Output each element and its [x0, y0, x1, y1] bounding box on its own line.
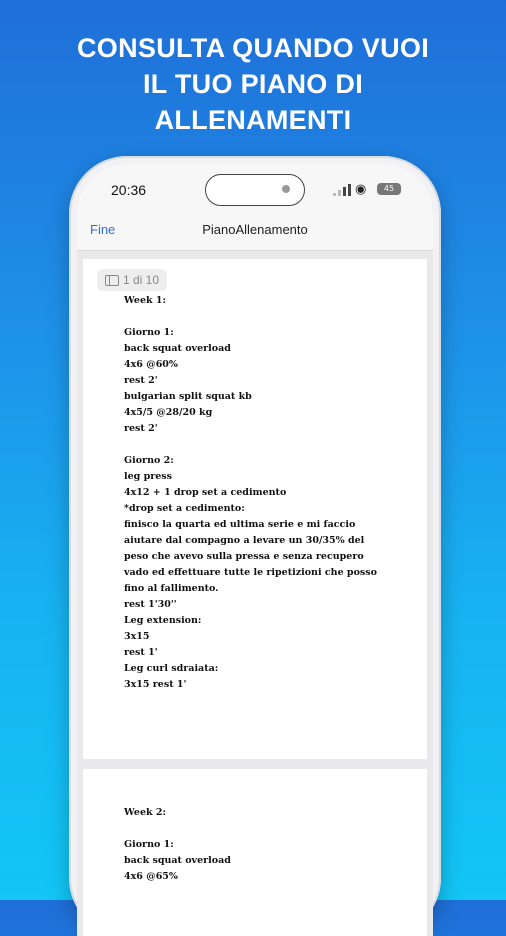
document-line: Giorno 2: [124, 455, 174, 466]
document-line: rest 1'30'' [124, 599, 177, 610]
document-line: rest 2' [124, 375, 158, 386]
document-line: back squat overload [124, 343, 231, 354]
document-line: Giorno 1: [124, 839, 174, 850]
document-line: 4x5/5 @28/20 kg [124, 407, 213, 418]
document-line: vado ed effettuare tutte le ripetizioni che posso [124, 567, 377, 578]
page-1-text [124, 293, 377, 693]
wifi-icon: ◉ [355, 182, 367, 197]
pdf-viewer[interactable] [77, 251, 433, 936]
signal-icon [333, 184, 351, 196]
document-line: finisco la quarta ed ultima serie e mi faccio [124, 519, 356, 530]
document-line: 3x15 [124, 631, 150, 642]
pdf-page-2 [83, 769, 427, 936]
document-line: Week 2: [124, 807, 166, 818]
document-line: Giorno 1: [124, 327, 174, 338]
document-line: rest 1' [124, 647, 158, 658]
document-line: bulgarian split squat kb [124, 391, 252, 402]
document-line: back squat overload [124, 855, 231, 866]
document-line: 4x6 @65% [124, 871, 178, 882]
document-line: leg press [124, 471, 172, 482]
document-line: aiutare dal compagno a levare un 30/35% del [124, 535, 365, 546]
camera-dot-icon [282, 185, 290, 193]
battery-icon: 45 [377, 183, 401, 195]
document-line: Week 1: [124, 295, 166, 306]
document-line [124, 821, 231, 837]
document-line [124, 437, 377, 453]
document-line: *drop set a cedimento: [124, 503, 245, 514]
page-2-text [124, 805, 231, 885]
phone-frame [69, 156, 441, 936]
navigation-bar [77, 210, 433, 251]
document-line: Leg extension: [124, 615, 202, 626]
pdf-page-1 [83, 259, 427, 759]
document-line: 4x12 + 1 drop set a cedimento [124, 487, 287, 498]
document-line: 4x6 @60% [124, 359, 178, 370]
document-line: fino al fallimento. [124, 583, 219, 594]
document-line: 3x15 rest 1' [124, 679, 187, 690]
promo-headline [0, 30, 506, 138]
dynamic-island [205, 174, 305, 206]
document-line: Leg curl sdraiata: [124, 663, 219, 674]
document-line: rest 2' [124, 423, 158, 434]
status-bar [77, 180, 433, 204]
page-indicator[interactable] [97, 269, 167, 291]
done-button[interactable]: Fine [90, 222, 116, 237]
phone-screen [77, 164, 433, 936]
headline-line-1: CONSULTA QUANDO VUOI [77, 33, 429, 63]
headline-line-2: IL TUO PIANO DI [142, 69, 363, 99]
page-indicator-label: 1 di 10 [123, 273, 160, 287]
headline-line-3: ALLENAMENTI [154, 105, 352, 135]
document-line [124, 309, 377, 325]
nav-title: PianoAllenamento [202, 222, 308, 237]
document-line: peso che avevo sulla pressa e senza recupero [124, 551, 364, 562]
status-time: 20:36 [111, 182, 147, 198]
sidebar-icon [105, 275, 119, 286]
